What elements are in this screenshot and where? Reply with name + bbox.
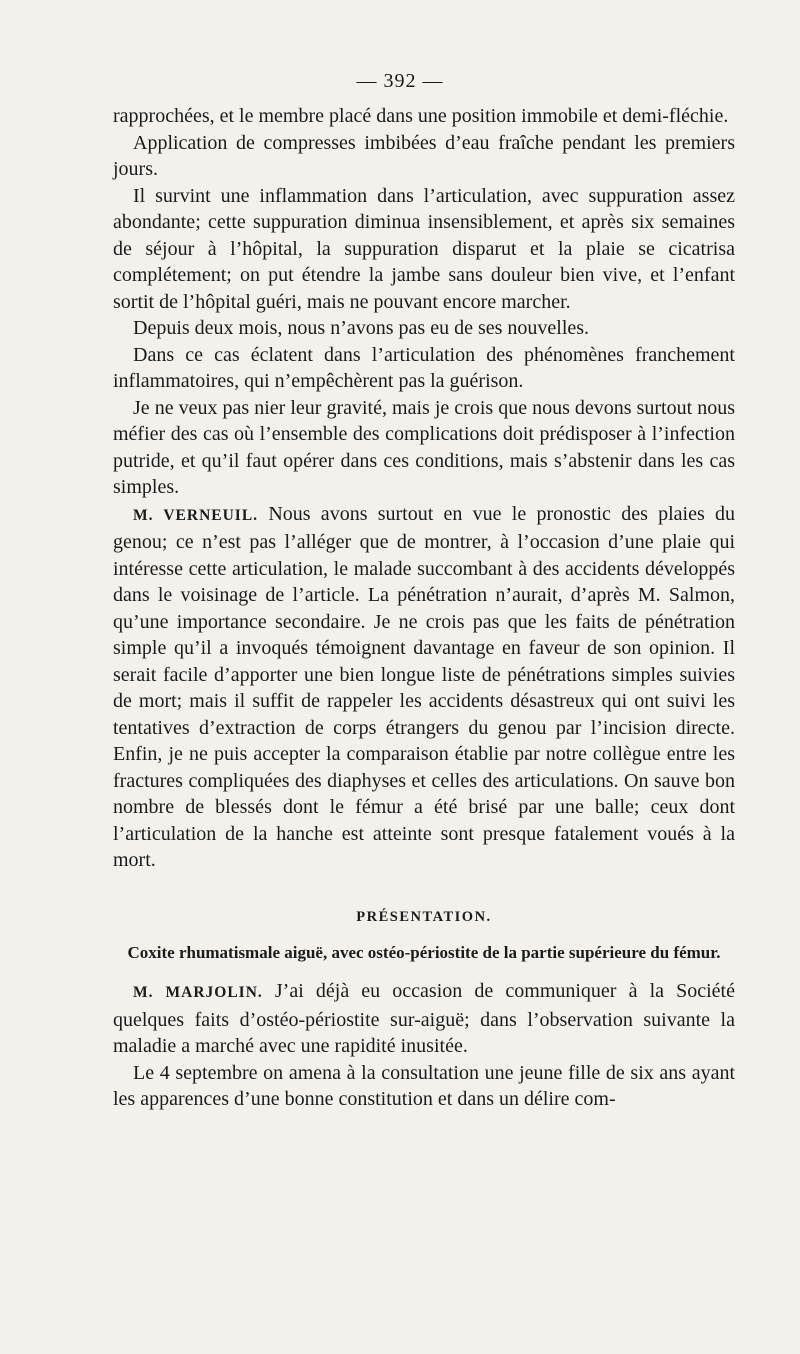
- verneuil-paragraph: [113, 501, 735, 874]
- paragraph: Application de compresses imbibées d’eau fraîche pendant les premiers jours.: [113, 131, 735, 180]
- speech-text: J’ai déjà eu occasion de communiquer à la Société quelques faits d’ostéo-périostite sur-aiguë; dans l’observation suivante la maladie a marché avec une rapidité inusitée.: [113, 980, 735, 1057]
- paragraph: Le 4 septembre on amena à la consultation une jeune fille de six ans ayant les apparences d’une bonne constitution et dans un délire com-: [113, 1061, 735, 1110]
- speech-text: Nous avons surtout en vue le pronostic des plaies du genou; ce n’est pas l’alléger que de montrer, à l’occasion d’une plaie qui intéresse cette articulation, le malade succombant à des accidents développés dans le voisinage de l’article. La pénétration n’aurait, d’après M. Salmon, qu’une importance secondaire. Je ne crois pas que les faits de pénétration simple qu’il a invoqués témoignent davantage en faveur de son opinion. Il serait facile d’apporter une bien longue liste de pénétrations simples suivies de mort; mais il suffit de rappeler les accidents désastreux qui ont suivi les tentatives d’extraction de corps étrangers du genou par l’incision directe. Enfin, je ne puis accepter la comparaison établie par notre collègue entre les fractures compliquées des diaphyses et celles des articulations. On sauve bon nombre de blessés dont le fémur a été brisé par une balle; ceux dont l’articulation de la hanche est atteinte sont presque fatalement voués à la mort.: [113, 502, 736, 871]
- section-heading: PRÉSENTATION.: [356, 908, 492, 925]
- paragraph: rapprochées, et le membre placé dans une position immobile et demi-fléchie.: [113, 105, 729, 127]
- paragraph: Je ne veux pas nier leur gravité, mais je crois que nous devons surtout nous méfier des cas où l’ensemble des complications doit prédisposer à l’infection putride, et qu’il faut opérer dans ces conditions, mais s’abstenir dans les cas simples.: [113, 396, 735, 498]
- paragraph: Il survint une inflammation dans l’articulation, avec suppuration assez abondante; cette suppuration diminua insensiblement, et après six semaines de séjour à l’hôpital, la suppuration disparut et la plaie se cicatrisa complétement; on put étendre la jambe sans douleur bien vive, et l’enfant sortit de l’hôpital guéri, mais ne pouvant encore marcher.: [113, 184, 735, 313]
- speaker-name: M. VERNEUIL.: [133, 506, 259, 524]
- marjolin-paragraph: [113, 978, 735, 1060]
- body-text: [113, 103, 735, 1113]
- section-title: Coxite rhumatismale aiguë, avec ostéo-périostite de la partie supérieure du fémur.: [127, 943, 721, 962]
- page-number: — 392 —: [356, 70, 444, 92]
- speaker-name: M. MARJOLIN.: [133, 984, 263, 1001]
- paragraph: Dans ce cas éclatent dans l’articulation des phénomènes franchement inflammatoires, qui n’empêchèrent pas la guérison.: [113, 343, 735, 392]
- paragraph: Depuis deux mois, nous n’avons pas eu de ses nouvelles.: [133, 317, 590, 339]
